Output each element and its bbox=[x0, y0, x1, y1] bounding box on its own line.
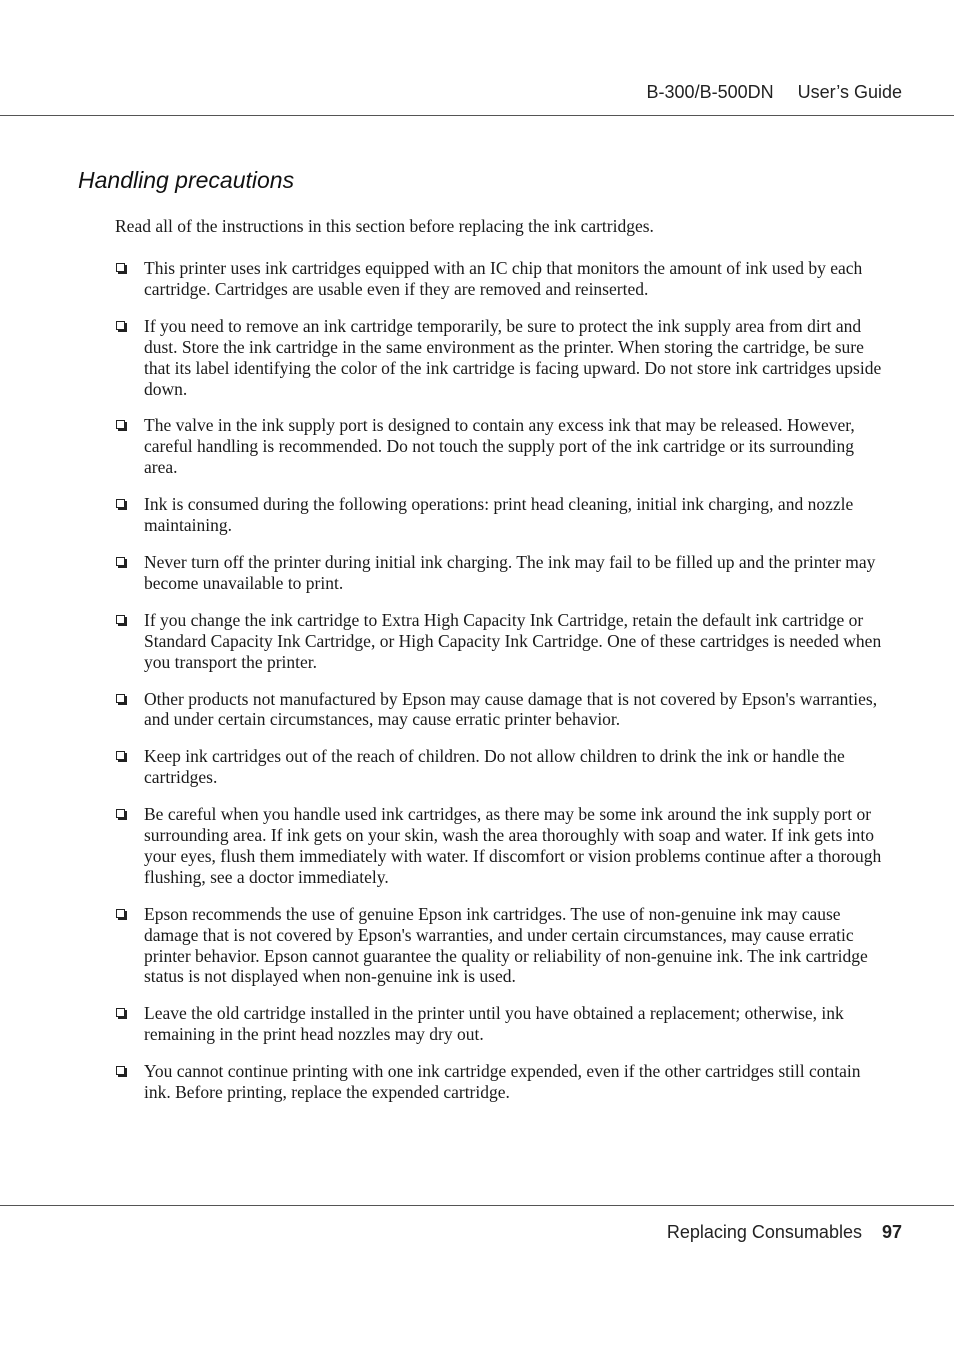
header-guide-title: User’s Guide bbox=[797, 82, 902, 102]
list-item bbox=[115, 258, 885, 300]
list-item-text: Leave the old cartridge installed in the printer until you have obtained a replacement; otherwise, ink remaining in the print head nozzles may dry out. bbox=[144, 1003, 844, 1045]
list-item bbox=[115, 494, 885, 536]
footer-divider bbox=[0, 1205, 954, 1206]
list-item bbox=[115, 746, 885, 788]
list-item bbox=[115, 1061, 885, 1103]
list-item bbox=[115, 610, 885, 673]
list-item-text: Be careful when you handle used ink cartridges, as there may be some ink around the ink supply port or surrounding area. If ink gets on your skin, wash the area thoroughly with soap and water. If ink gets into your eyes, flush them immediately with water. If discomfort or vision problems continue after a thorough flushing, see a doctor immediately. bbox=[144, 804, 882, 887]
page-footer bbox=[667, 1222, 902, 1243]
checkbox-bullet-icon bbox=[116, 1066, 125, 1075]
list-item bbox=[115, 1003, 885, 1045]
checkbox-bullet-icon bbox=[116, 557, 125, 566]
list-item bbox=[115, 804, 885, 888]
list-item-text: The valve in the ink supply port is designed to contain any excess ink that may be released. However, careful handling is recommended. Do not touch the supply port of the ink cartridge or its surrounding area. bbox=[144, 415, 855, 478]
checkbox-bullet-icon bbox=[116, 263, 125, 272]
checkbox-bullet-icon bbox=[116, 1008, 125, 1017]
list-item-text: If you need to remove an ink cartridge temporarily, be sure to protect the ink supply area from dirt and dust. Store the ink cartridge in the same environment as the printer. When storing the cartridge, be sure that its label identifying the color of the ink cartridge is facing upward. Do not store ink cartridges upside down. bbox=[144, 315, 882, 399]
checkbox-bullet-icon bbox=[116, 809, 125, 818]
list-item-text: You cannot continue printing with one ink cartridge expended, even if the other cartridges still contain ink. Before printing, replace the expended cartridge. bbox=[144, 1061, 861, 1103]
checkbox-bullet-icon bbox=[116, 909, 125, 918]
header-model: B-300/B-500DN bbox=[646, 82, 774, 102]
page-number: 97 bbox=[881, 1222, 902, 1242]
list-item-text: Other products not manufactured by Epson may cause damage that is not covered by Epson's warranties, and under certain circumstances, may cause erratic printer behavior. bbox=[144, 688, 878, 730]
precautions-list bbox=[115, 258, 885, 1119]
list-item bbox=[115, 415, 885, 478]
header-divider bbox=[0, 115, 954, 116]
list-item bbox=[115, 904, 885, 988]
list-item-text: This printer uses ink cartridges equipped with an IC chip that monitors the amount of ink used by each cartridge. Cartridges are usable even if they are removed and reinserted. bbox=[144, 258, 863, 299]
footer-chapter: Replacing Consumables bbox=[666, 1222, 862, 1242]
checkbox-bullet-icon bbox=[116, 321, 125, 330]
checkbox-bullet-icon bbox=[116, 420, 125, 429]
checkbox-bullet-icon bbox=[116, 615, 125, 624]
list-item-text: Keep ink cartridges out of the reach of children. Do not allow children to drink the ink or handle the cartridges. bbox=[144, 746, 845, 788]
list-item-text: Epson recommends the use of genuine Epson ink cartridges. The use of non-genuine ink may cause damage that is not covered by Epson's warranties, and under certain circumstances, may cause erratic printer behavior. Epson cannot guarantee the quality or reliability of non-genuine ink. The ink cartridge status is not displayed when non-genuine ink is used. bbox=[144, 903, 868, 987]
list-item bbox=[115, 552, 885, 594]
list-item-text: Ink is consumed during the following operations: print head cleaning, initial ink charging, and nozzle maintaining. bbox=[144, 494, 854, 536]
checkbox-bullet-icon bbox=[116, 499, 125, 508]
list-item bbox=[115, 316, 885, 400]
page-header bbox=[647, 82, 902, 103]
section-intro: Read all of the instructions in this section before replacing the ink cartridges. bbox=[115, 216, 654, 236]
list-item-text: If you change the ink cartridge to Extra High Capacity Ink Cartridge, retain the default ink cartridge or Standard Capacity Ink Cartridge, or High Capacity Ink Cartridge. One of these cartridges is needed when you transport the printer. bbox=[144, 609, 882, 672]
list-item-text: Never turn off the printer during initial ink charging. The ink may fail to be filled up and the printer may become unavailable to print. bbox=[144, 551, 876, 593]
checkbox-bullet-icon bbox=[116, 694, 125, 703]
list-item bbox=[115, 689, 885, 731]
checkbox-bullet-icon bbox=[116, 751, 125, 760]
section-title: Handling precautions bbox=[78, 167, 295, 193]
